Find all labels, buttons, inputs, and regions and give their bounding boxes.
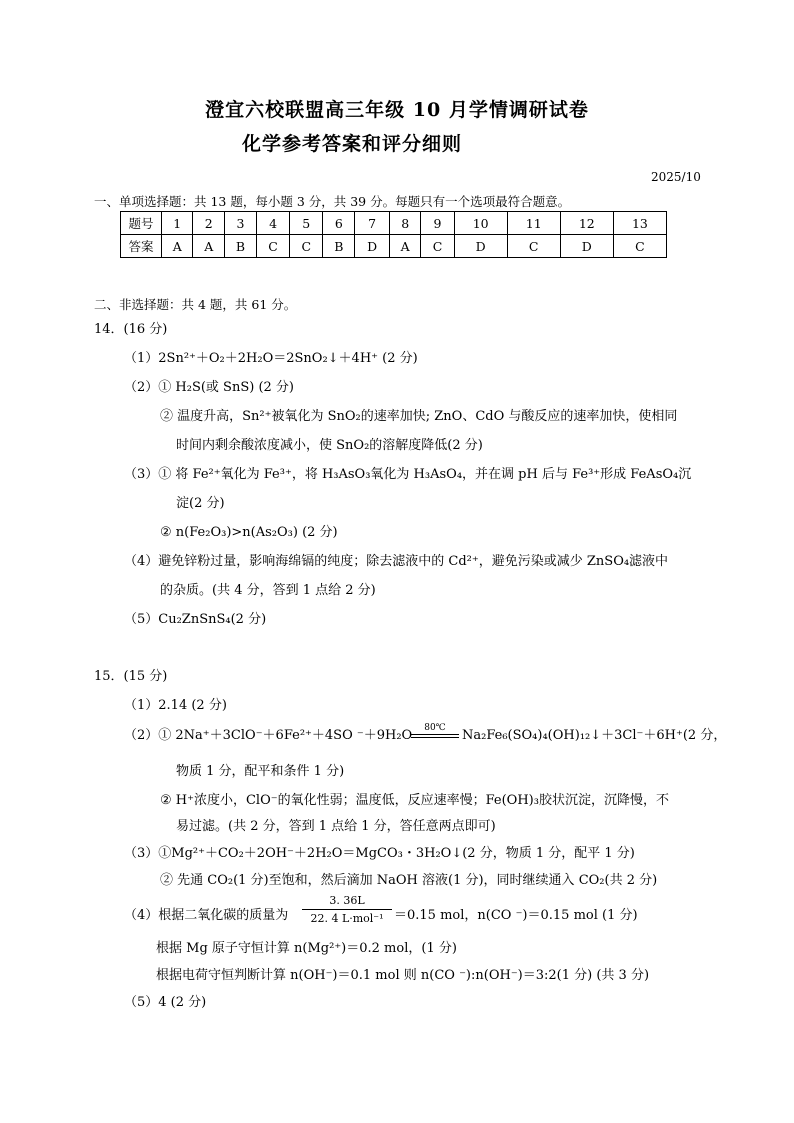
- fraction-denominator: 22. 4 L·mol⁻¹: [310, 912, 384, 925]
- q15-part2b-line2: 易过滤。(共 2 分，答到 1 点给 1 分，答任意两点即可): [176, 819, 496, 834]
- q15-part4-line3: 根据电荷守恒判断计算 n(OH⁻)＝0.1 mol 则 n(CO ⁻):n(OH⁻)＝3:2(1 分) (共 3 分): [156, 968, 650, 983]
- q14-part2a: （2）① H₂S(或 SnS) (2 分): [124, 380, 294, 395]
- q15-part4-left: （4）根据二氧化碳的质量为: [124, 908, 289, 923]
- title-line-2: 化学参考答案和评分细则: [241, 133, 462, 155]
- condition-label: 80℃: [424, 723, 446, 733]
- table-cell: C: [421, 235, 454, 258]
- table-cell: 11: [507, 212, 560, 235]
- table-cell: B: [224, 235, 256, 258]
- fraction-bar: [302, 909, 392, 910]
- table-cell: 8: [389, 212, 420, 235]
- q15-part2b-line1: ② H⁺浓度小，ClO⁻的氧化性弱；温度低，反应速率慢；Fe(OH)₃胶状沉淀，沉降慢，不: [160, 793, 669, 808]
- table-cell: D: [560, 235, 613, 258]
- reaction-condition: [411, 723, 459, 738]
- table-cell: C: [507, 235, 560, 258]
- row-label-answer: 答案: [121, 235, 162, 258]
- fraction: [302, 894, 392, 925]
- table-cell: 12: [560, 212, 613, 235]
- table-cell: A: [193, 235, 224, 258]
- q15-part1: （1）2.14 (2 分): [124, 698, 227, 713]
- q14-part5: （5）Cu₂ZnSnS₄(2 分): [124, 612, 267, 627]
- table-row: [121, 235, 667, 258]
- table-cell: 3: [224, 212, 256, 235]
- q14-header: 14．(16 分): [94, 322, 168, 337]
- table-cell: 4: [256, 212, 289, 235]
- table-cell: 7: [355, 212, 390, 235]
- q15-header: 15．(15 分): [94, 669, 168, 684]
- table-cell: A: [389, 235, 420, 258]
- table-cell: C: [613, 235, 666, 258]
- q14-part1: （1）2Sn²⁺＋O₂＋2H₂O＝2SnO₂↓＋4H⁺ (2 分): [124, 351, 418, 366]
- q14-part2b-line2: 时间内剩余酸浓度减小，使 SnO₂的溶解度降低(2 分): [176, 438, 483, 453]
- table-cell: 13: [613, 212, 666, 235]
- date-label: 2025/10: [651, 170, 701, 184]
- table-cell: C: [290, 235, 323, 258]
- q14-part3b: ② n(Fe₂O₃)>n(As₂O₃) (2 分): [160, 525, 338, 540]
- q15-part3b: ② 先通 CO₂(1 分)至饱和，然后滴加 NaOH 溶液(1 分)，同时继续通入 CO₂(共 2 分): [160, 873, 658, 888]
- table-cell: 2: [193, 212, 224, 235]
- row-label-number: 题号: [121, 212, 162, 235]
- table-cell: A: [162, 235, 193, 258]
- q15-part4-right: ＝0.15 mol，n(CO ⁻)＝0.15 mol (1 分): [394, 908, 638, 923]
- q15-part2a-equation-right: Na₂Fe₆(SO₄)₄(OH)₁₂↓＋3Cl⁻＋6H⁺(2 分，: [462, 728, 727, 743]
- table-row: [121, 212, 667, 235]
- q14-part2b-line1: ② 温度升高，Sn²⁺被氧化为 SnO₂的速率加快; ZnO、CdO 与酸反应的速率加快，使相同: [160, 409, 678, 424]
- table-cell: C: [256, 235, 289, 258]
- table-cell: 1: [162, 212, 193, 235]
- section1-heading: 一、单项选择题：共 13 题，每小题 3 分，共 39 分。每题只有一个选项最符合题意。: [94, 194, 571, 209]
- fraction-numerator: 3. 36L: [329, 894, 365, 907]
- table-cell: 6: [323, 212, 355, 235]
- q14-part4-line2: 的杂质。(共 4 分，答到 1 点给 2 分): [160, 583, 376, 598]
- equals-arrow: [411, 734, 459, 738]
- q14-part3a-line1: （3）① 将 Fe²⁺氧化为 Fe³⁺，将 H₃AsO₃氧化为 H₃AsO₄，并在调 pH 后与 Fe³⁺形成 FeAsO₄沉: [124, 467, 692, 482]
- q15-part2a-line2: 物质 1 分，配平和条件 1 分): [176, 764, 345, 779]
- table-cell: B: [323, 235, 355, 258]
- q15-part4-line2: 根据 Mg 原子守恒计算 n(Mg²⁺)＝0.2 mol，(1 分): [156, 941, 457, 956]
- section2-heading: 二、非选择题：共 4 题，共 61 分。: [94, 297, 297, 312]
- q14-part3a-line2: 淀(2 分): [176, 496, 225, 511]
- q14-part4-line1: （4）避免锌粉过量，影响海绵镉的纯度；除去滤液中的 Cd²⁺，避免污染或减少 ZnSO₄滤液中: [124, 554, 669, 569]
- table-cell: 10: [454, 212, 507, 235]
- title-line-1: 澄宜六校联盟高三年级 10 月学情调研试卷: [205, 99, 589, 121]
- answer-table: [120, 211, 667, 258]
- table-cell: 9: [421, 212, 454, 235]
- q15-part3a: （3）①Mg²⁺＋CO₂＋2OH⁻＋2H₂O＝MgCO₃・3H₂O↓(2 分，物质 1 分，配平 1 分): [124, 846, 635, 861]
- q15-part5: （5）4 (2 分): [124, 995, 207, 1010]
- table-cell: 5: [290, 212, 323, 235]
- q15-part2a-equation-left: （2）① 2Na⁺＋3ClO⁻＋6Fe²⁺＋4SO ⁻＋9H₂O: [124, 728, 413, 743]
- table-cell: D: [454, 235, 507, 258]
- table-cell: D: [355, 235, 390, 258]
